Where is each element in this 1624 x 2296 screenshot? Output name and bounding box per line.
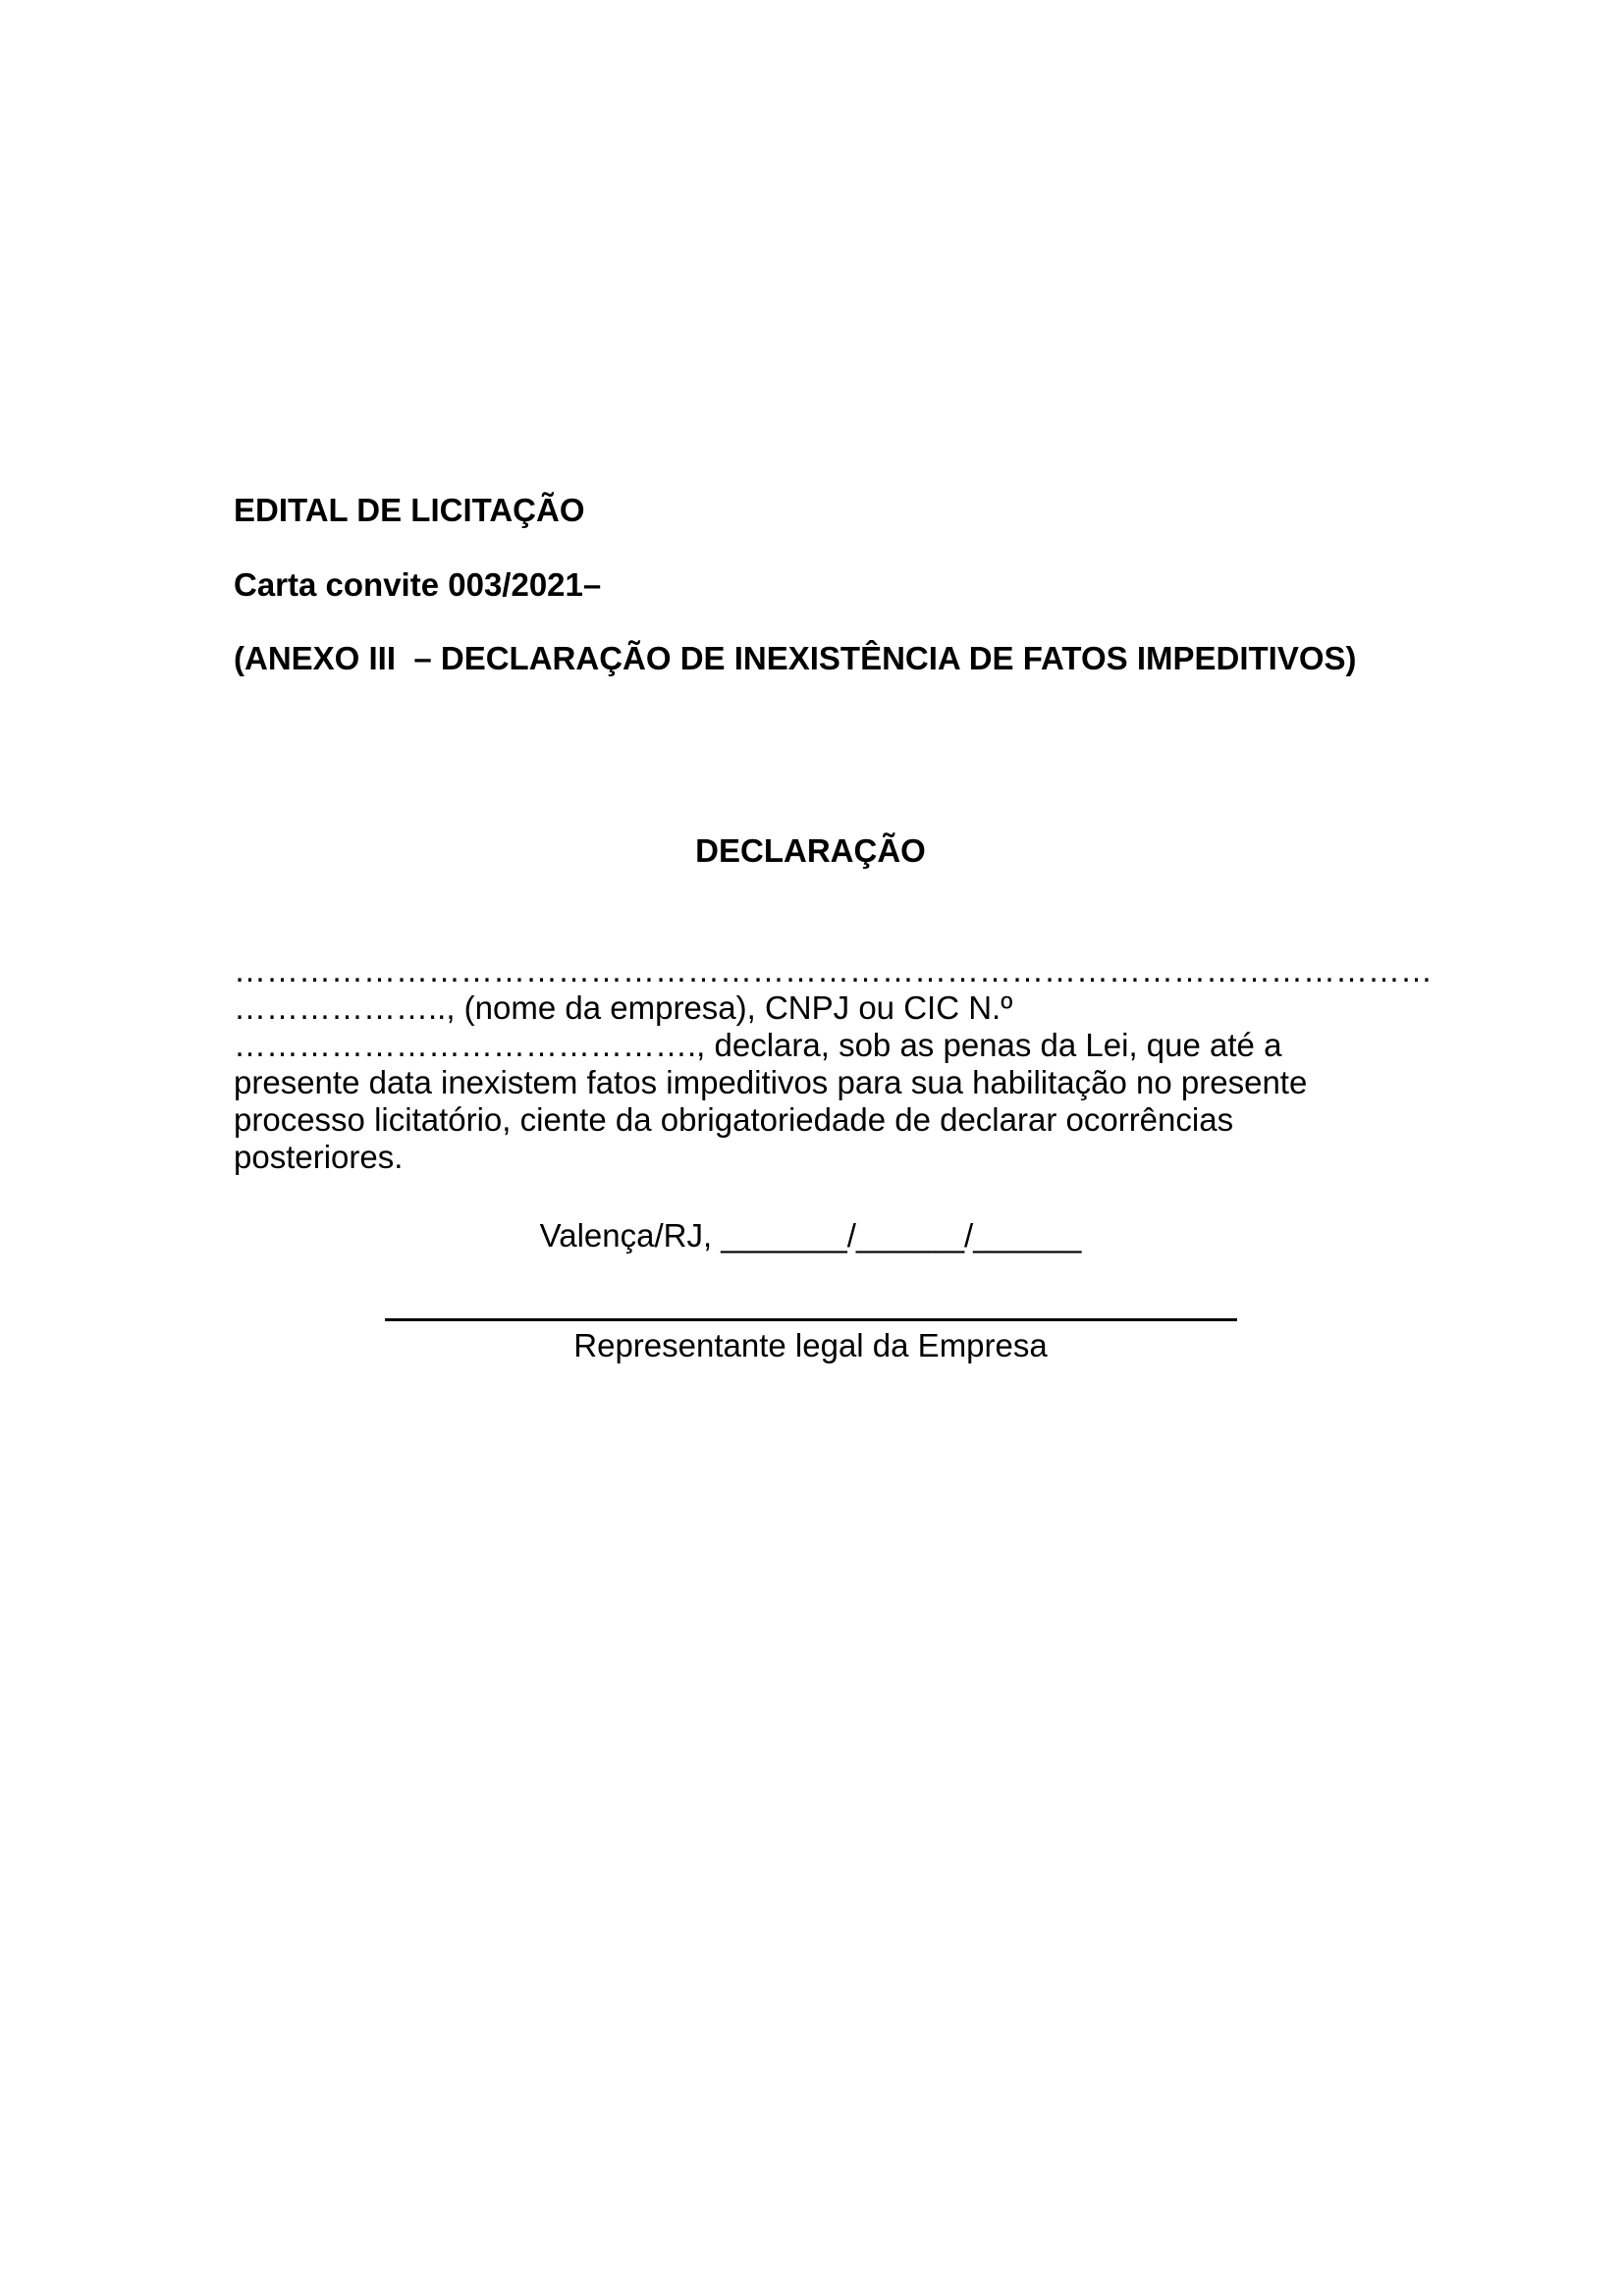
carta-convite-heading: Carta convite 003/2021– [234, 566, 602, 603]
paragraph-line: posteriores. [234, 1139, 404, 1175]
paragraph-line: ……………….., (nome da empresa), CNPJ ou CIC N.º [234, 989, 1013, 1026]
declaracao-title: DECLARAÇÃO [695, 832, 926, 869]
signature-line [385, 1318, 1237, 1321]
date-place-line: Valença/RJ, _______/______/______ [539, 1217, 1082, 1254]
anexo-heading: (ANEXO III – DECLARAÇÃO DE INEXISTÊNCIA DE FATOS IMPEDITIVOS) [234, 640, 1357, 676]
paragraph-line: ……………………………………., declara, sob as penas da Lei, que até a [234, 1027, 1282, 1063]
edital-heading: EDITAL DE LICITAÇÃO [234, 492, 585, 528]
signature-block [234, 1318, 1387, 1364]
paragraph-line: ………………………………………………………………………………………………… [234, 952, 1433, 988]
signature-label: Representante legal da Empresa [573, 1327, 1048, 1363]
paragraph-line: presente data inexistem fatos impeditivos para sua habilitação no presente [234, 1064, 1308, 1100]
declaration-paragraph [234, 952, 1433, 1176]
paragraph-line: processo licitatório, ciente da obrigatoriedade de declarar ocorrências [234, 1101, 1234, 1138]
